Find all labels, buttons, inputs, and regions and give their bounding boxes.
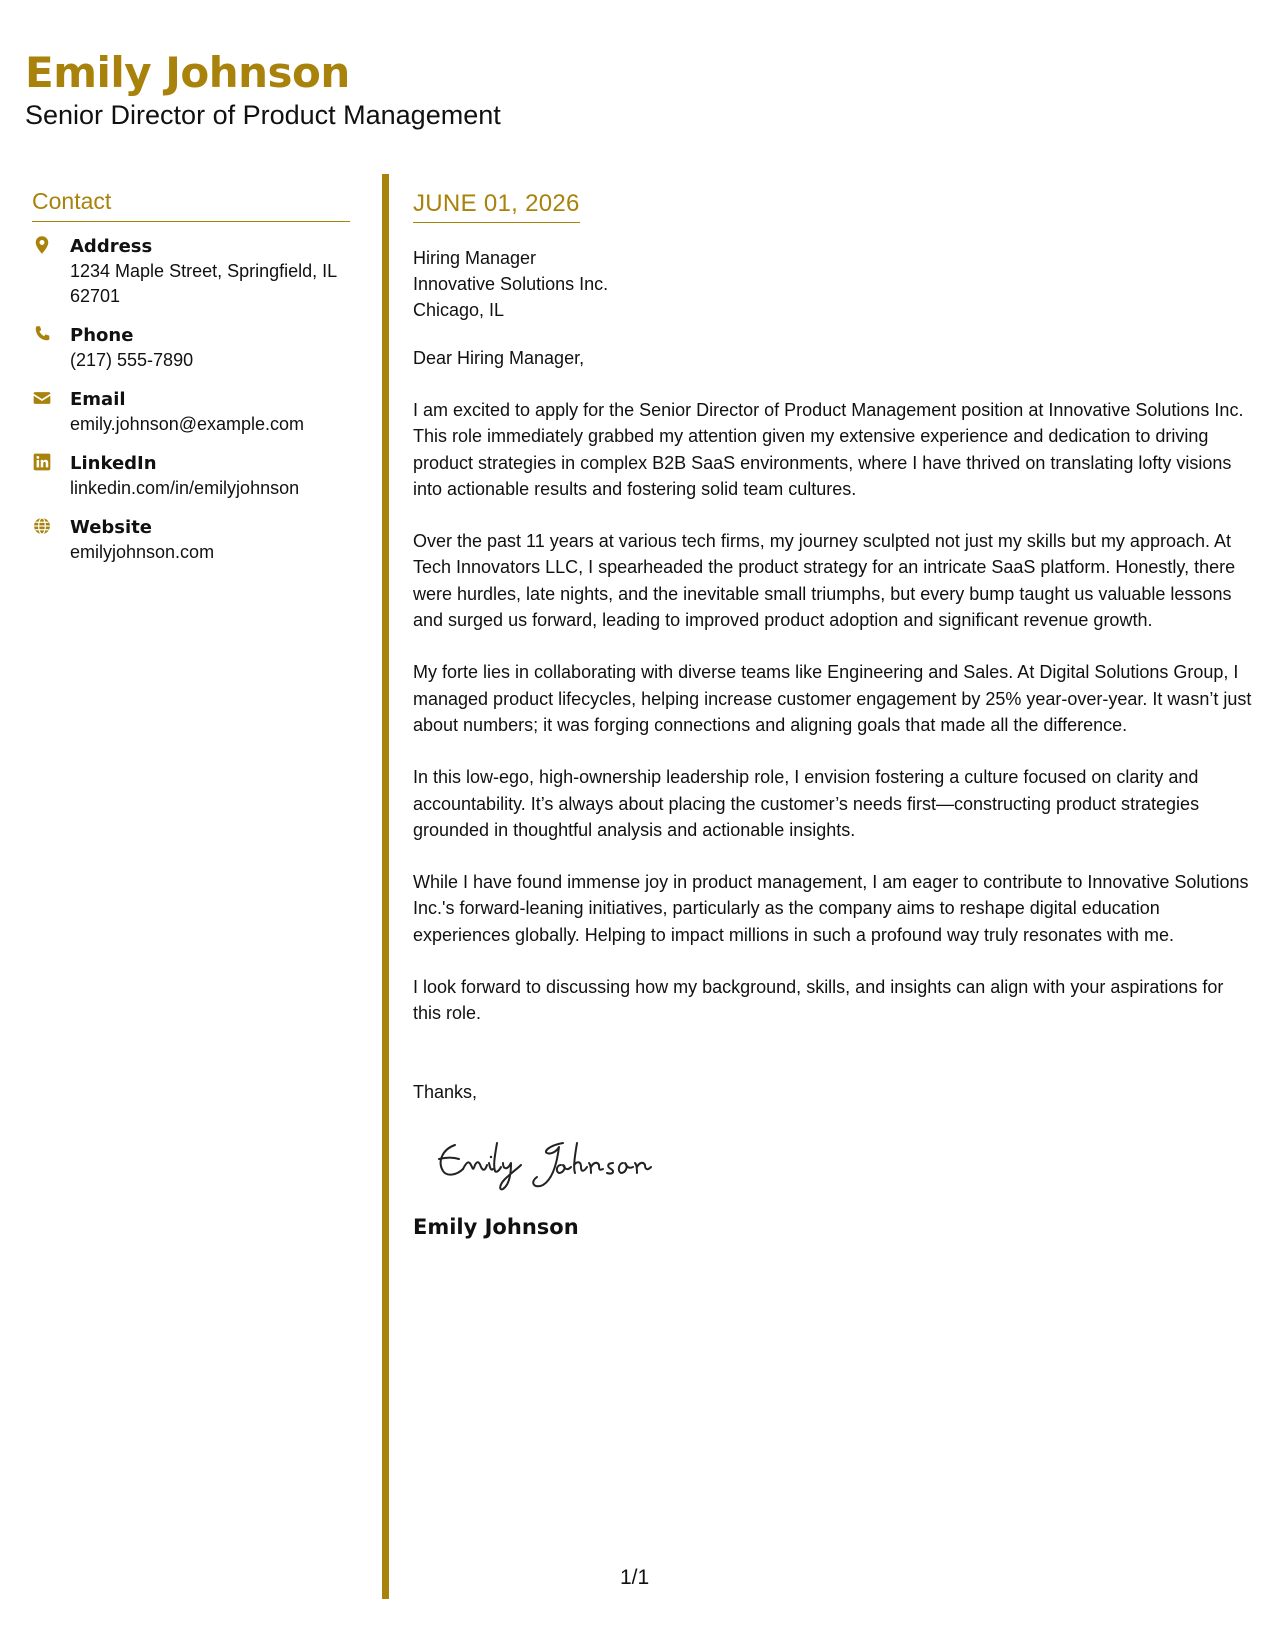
signed-name: Emily Johnson [413, 1214, 579, 1239]
contact-value: 1234 Maple Street, Springfield, IL 62701 [70, 261, 337, 306]
contact-value: emily.johnson@example.com [70, 414, 305, 434]
contact-label: Email [70, 389, 126, 410]
letter-paragraph: I am excited to apply for the Senior Director of Product Management position at Innovative Solutions Inc. This role immediately grabbed my attention given my extensive experience and dedication to driving product strategies in complex B2B SaaS environments, where I have thrived on translating lofty visions into actionable results and fostering solid team cultures. [413, 400, 1244, 499]
letter-paragraph: In this low-ego, high-ownership leadership role, I envision fostering a culture focused on clarity and accountability. It’s always about placing the customer’s needs first—constructing product strategies grounded in thoughtful analysis and actionable insights. [413, 767, 1200, 840]
recipient-block [413, 245, 1253, 323]
map-pin-icon [32, 235, 52, 255]
contact-item-phone [32, 323, 350, 373]
letter-date: JUNE 01, 2026 [413, 190, 580, 223]
contact-value: (217) 555-7890 [70, 350, 194, 370]
recipient-line: Innovative Solutions Inc. [413, 274, 609, 294]
letter-paragraph: Over the past 11 years at various tech firms, my journey sculpted not just my skills but my approach. At Tech Innovators LLC, I spearheaded the product strategy for an intricate SaaS platform. Honestly, there were hurdles, late nights, and the inevitable small triumphs, but every bump taught us valuable lessons and surged us forward, leading to improved product adoption and significant revenue growth. [413, 531, 1236, 631]
contact-label: Website [70, 517, 153, 538]
page-number: 1/1 [620, 1566, 650, 1589]
globe-icon [32, 516, 52, 536]
contact-label: Phone [70, 325, 134, 346]
contact-sidebar [32, 188, 350, 579]
letter-paragraph: I look forward to discussing how my background, skills, and insights can align with your aspirations for this role. [413, 977, 1224, 1024]
column-divider [382, 174, 389, 1599]
contact-value: linkedin.com/in/emilyjohnson [70, 478, 300, 498]
contact-item-website [32, 515, 350, 565]
handwritten-signature [433, 1135, 1253, 1195]
letter-body [413, 190, 1253, 1239]
contact-item-linkedin [32, 451, 350, 501]
contact-value: emilyjohnson.com [70, 542, 215, 562]
linkedin-icon [32, 452, 52, 472]
contact-heading: Contact [32, 188, 350, 222]
contact-item-email [32, 387, 350, 437]
applicant-title: Senior Director of Product Management [25, 100, 501, 130]
contact-list [32, 234, 350, 565]
recipient-line: Hiring Manager [413, 248, 537, 268]
letter-paragraph: While I have found immense joy in product management, I am eager to contribute to Innovative Solutions Inc.'s forward-leaning initiatives, particularly as the company aims to reshape digital education experiences globally. Helping to impact millions in such a profound way truly resonates with me. [413, 872, 1249, 945]
closing: Thanks, [413, 1081, 478, 1102]
envelope-icon [32, 388, 52, 408]
salutation: Dear Hiring Manager, [413, 348, 585, 368]
contact-label: Address [70, 236, 153, 257]
phone-icon [32, 324, 52, 344]
recipient-line: Chicago, IL [413, 300, 505, 320]
contact-label: LinkedIn [70, 453, 157, 474]
applicant-name: Emily Johnson [25, 48, 350, 97]
contact-item-address [32, 234, 350, 309]
letter-paragraph: My forte lies in collaborating with diverse teams like Engineering and Sales. At Digital Solutions Group, I managed product lifecycles, helping increase customer engagement by 25% year-over-year. It wasn’t just about numbers; it was forging connections and aligning goals that made all the difference. [413, 662, 1252, 735]
